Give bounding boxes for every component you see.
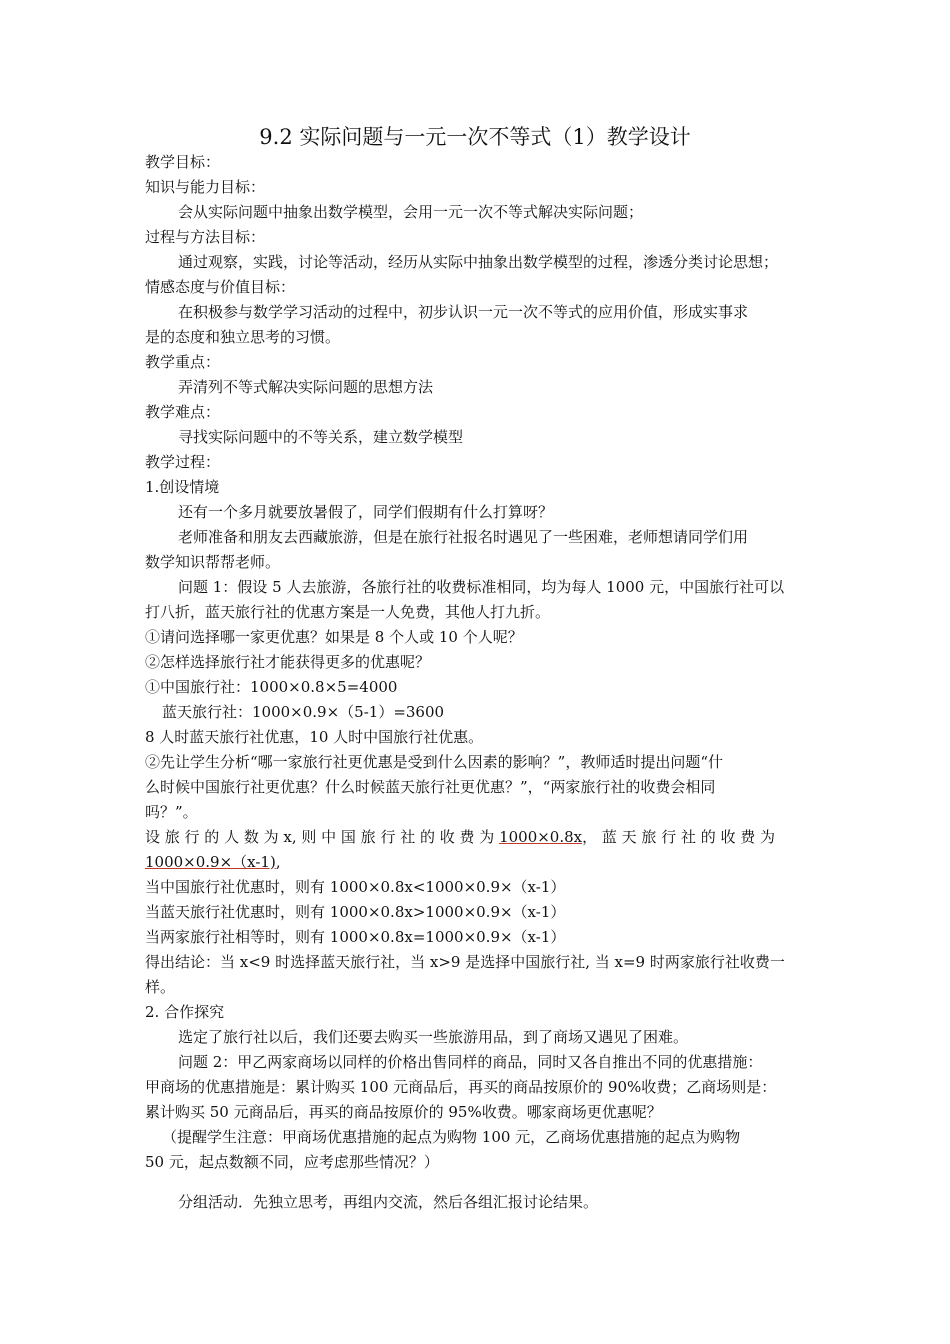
text-run: ， 蓝 天 旅 行 社 的 收 费 为 xyxy=(582,828,776,846)
heading-key-point: 教学重点： xyxy=(145,353,221,371)
paragraph-line: ②先让学生分析“哪一家旅行社更优惠是受到什么因素的影响？”，教师适时提出问题“什 xyxy=(145,753,724,771)
question-line: ②怎样选择旅行社才能获得更多的优惠呢？ xyxy=(145,653,431,671)
paragraph-line: 吗？”。 xyxy=(145,803,198,821)
problem-1-line: 问题 1：假设 5 人去旅游，各旅行社的收费标准相同，均为每人 1000 元，中国旅行社可以 xyxy=(178,578,785,596)
inequality-line: 当两家旅行社相等时，则有 1000×0.8x=1000×0.9×（x-1） xyxy=(145,928,566,946)
problem-2-line: 累计购买 50 元商品后，再买的商品按原价的 95%收费。哪家商场更优惠呢？ xyxy=(145,1103,662,1121)
underlined-expression: 1000×0.8x xyxy=(499,828,583,846)
paragraph-line: 弄清列不等式解决实际问题的思想方法 xyxy=(178,378,434,396)
paragraph-line: 老师准备和朋友去西藏旅游，但是在旅行社报名时遇见了一些困难，老师想请同学们用 xyxy=(178,528,749,546)
paragraph-line: 在积极参与数学学习活动的过程中，初步认识一元一次不等式的应用价值，形成实事求 xyxy=(178,303,749,321)
paragraph-line: 选定了旅行社以后，我们还要去购买一些旅游用品，到了商场又遇见了困难。 xyxy=(178,1028,689,1046)
conclusion-line: 得出结论：当 x<9 时选择蓝天旅行社，当 x>9 是选择中国旅行社, 当 x=9 时两家旅行社收费一 xyxy=(145,953,785,971)
paragraph-line: 通过观察，实践，讨论等活动，经历从实际中抽象出数学模型的过程，渗透分类讨论思想； xyxy=(178,253,779,271)
inequality-line: 当蓝天旅行社优惠时，则有 1000×0.8x>1000×0.9×（x-1） xyxy=(145,903,566,921)
calculation-line: 蓝天旅行社：1000×0.9×（5-1）=3600 xyxy=(162,703,445,721)
paragraph-line: 么时候中国旅行社更优惠？什么时候蓝天旅行社更优惠？”，“两家旅行社的收费会相同 xyxy=(145,778,716,796)
conclusion-line: 样。 xyxy=(145,978,176,996)
section-heading-2: 2. 合作探究 xyxy=(145,1003,225,1021)
paragraph-line: 寻找实际问题中的不等关系，建立数学模型 xyxy=(178,428,464,446)
text-run: 设 旅 行 的 人 数 为 x, 则 中 国 旅 行 社 的 收 费 为 xyxy=(145,828,500,846)
text-run: , xyxy=(275,853,281,871)
reminder-line: （提醒学生注意：甲商场优惠措施的起点为购物 100 元，乙商场优惠措施的起点为购物 xyxy=(162,1128,741,1146)
section-heading-1: 1.创设情境 xyxy=(145,478,220,496)
document-title: 9.2 实际问题与一元一次不等式（1）教学设计 xyxy=(259,125,691,149)
problem-1-line: 打八折，蓝天旅行社的优惠方案是一人免费，其他人打九折。 xyxy=(145,603,551,621)
paragraph-line: 还有一个多月就要放暑假了，同学们假期有什么打算呀？ xyxy=(178,503,554,521)
paragraph-line xyxy=(145,825,815,849)
heading-knowledge-goals: 知识与能力目标： xyxy=(145,178,266,196)
heading-difficulty: 教学难点： xyxy=(145,403,221,421)
reminder-line: 50 元，起点数额不同，应考虑那些情况？） xyxy=(145,1153,439,1171)
paragraph-line: 8 人时蓝天旅行社优惠，10 人时中国旅行社优惠。 xyxy=(145,728,484,746)
heading-teaching-process: 教学过程： xyxy=(145,453,221,471)
problem-2-line: 甲商场的优惠措施是：累计购买 100 元商品后，再买的商品按原价的 90%收费；乙商场则是： xyxy=(145,1078,777,1096)
paragraph-line: 数学知识帮帮老师。 xyxy=(145,553,281,571)
heading-process-goals: 过程与方法目标： xyxy=(145,228,266,246)
heading-attitude-goals: 情感态度与价值目标： xyxy=(145,278,296,296)
calculation-line: ①中国旅行社：1000×0.8×5=4000 xyxy=(145,678,398,696)
paragraph-line: 是的态度和独立思考的习惯。 xyxy=(145,328,341,346)
problem-2-line: 问题 2：甲乙两家商场以同样的价格出售同样的商品，同时又各自推出不同的优惠措施： xyxy=(178,1053,763,1071)
inequality-line: 当中国旅行社优惠时，则有 1000×0.8x<1000×0.9×（x-1） xyxy=(145,878,566,896)
paragraph-line xyxy=(145,850,815,874)
underlined-expression: 1000×0.9×（x-1) xyxy=(145,853,276,871)
paragraph-line: 会从实际问题中抽象出数学模型，会用一元一次不等式解决实际问题； xyxy=(178,203,644,221)
group-activity-line: 分组活动．先独立思考，再组内交流，然后各组汇报讨论结果。 xyxy=(178,1193,599,1211)
heading-teaching-goals: 教学目标： xyxy=(145,153,221,171)
question-line: ①请问选择哪一家更优惠？如果是 8 个人或 10 个人呢？ xyxy=(145,628,523,646)
